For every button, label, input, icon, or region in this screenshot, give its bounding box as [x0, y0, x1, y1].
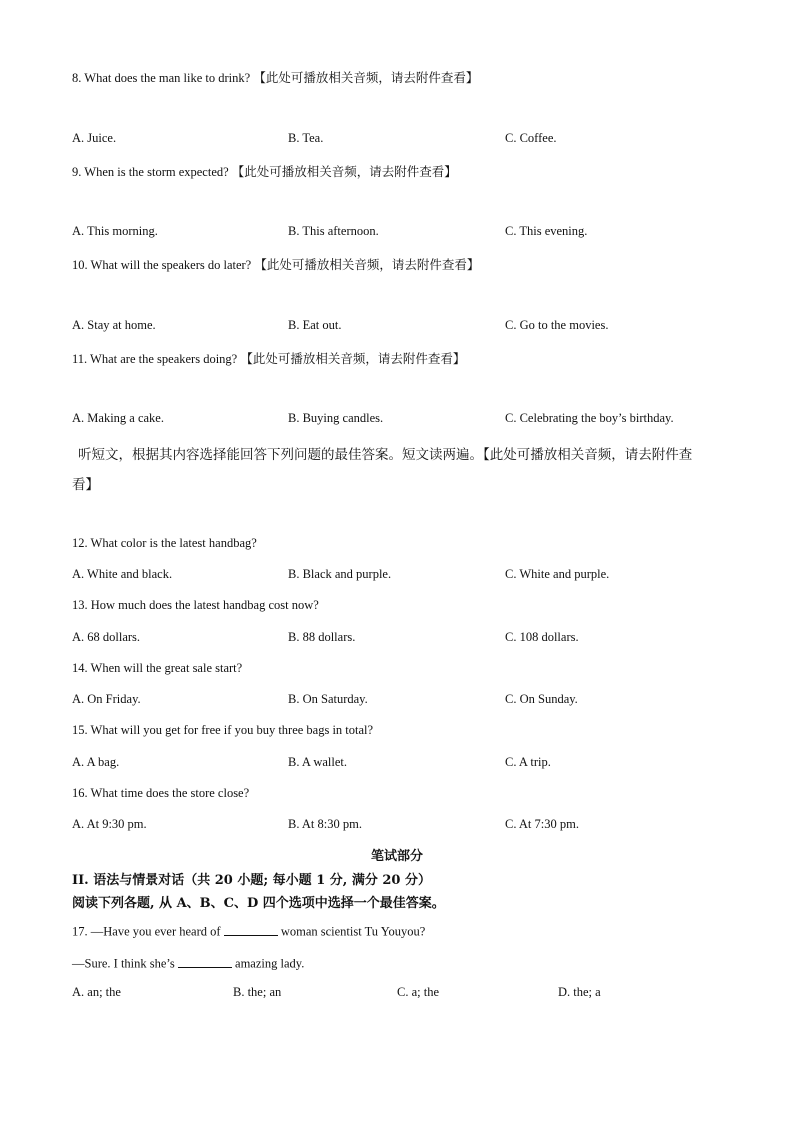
option-c: C. White and purple. — [505, 567, 610, 581]
option-b: B. This afternoon. — [288, 224, 379, 238]
option-c: C. On Sunday. — [505, 692, 578, 706]
option-b: B. At 8:30 pm. — [288, 817, 362, 831]
section-directions: 阅读下列各题, 从 A、B、C、D 四个选项中选择一个最佳答案。 — [72, 896, 445, 911]
question-9 — [72, 162, 457, 180]
option-b: B. Black and purple. — [288, 567, 392, 581]
option-b: B. Tea. — [288, 131, 324, 145]
option-c: C. a; the — [397, 985, 440, 999]
reply-text: amazing lady. — [235, 956, 305, 971]
reply-text: —Sure. I think she’s — [72, 956, 175, 971]
option-d: D. the; a — [558, 985, 601, 999]
question-14: 14. When will the great sale start? — [72, 661, 243, 675]
option-a: A. Juice. — [72, 131, 117, 145]
question-11 — [72, 349, 465, 367]
written-section-title: 笔试部分 — [370, 849, 423, 864]
answer-blank — [224, 922, 278, 936]
option-a: A. A bag. — [72, 755, 120, 769]
audio-note: 【此处可播放相关音频，请去附件查看】 — [254, 257, 480, 272]
question-12: 12. What color is the latest handbag? — [72, 536, 257, 550]
option-b: B. Eat out. — [288, 318, 342, 332]
option-a: A. Stay at home. — [72, 318, 156, 332]
question-16: 16. What time does the store close? — [72, 786, 250, 800]
option-a: A. At 9:30 pm. — [72, 817, 147, 831]
question-15: 15. What will you get for free if you buy three bags in total? — [72, 723, 374, 737]
option-c: C. At 7:30 pm. — [505, 817, 579, 831]
question-13: 13. How much does the latest handbag cost now? — [72, 598, 319, 612]
question-text: 10. What will the speakers do later? — [72, 258, 252, 272]
option-b: B. the; an — [233, 985, 282, 999]
option-c: C. 108 dollars. — [505, 630, 579, 644]
option-c: C. A trip. — [505, 755, 551, 769]
instruction-line-1: 听短文，根据其内容选择能回答下列问题的最佳答案。短文读两遍。【此处可播放相关音频，请去附件查 — [78, 447, 693, 463]
option-a: A. 68 dollars. — [72, 630, 141, 644]
question-8 — [72, 68, 478, 86]
section-heading: II. 语法与情景对话（共 20 小题; 每小题 1 分, 满分 20 分） — [72, 873, 431, 888]
option-b: B. Buying candles. — [288, 411, 384, 425]
instruction-line-2: 看】 — [72, 477, 99, 493]
option-c: C. Go to the movies. — [505, 318, 609, 332]
question-text: woman scientist Tu Youyou? — [280, 924, 426, 939]
question-text: 9. When is the storm expected? — [72, 165, 229, 179]
audio-note: 【此处可播放相关音频，请去附件查看】 — [231, 164, 457, 179]
option-b: B. A wallet. — [288, 755, 348, 769]
option-b: B. On Saturday. — [288, 692, 368, 706]
audio-note: 【此处可播放相关音频，请去附件查看】 — [253, 70, 479, 85]
question-text: 11. What are the speakers doing? — [72, 352, 238, 366]
question-text: 17. —Have you ever heard of — [72, 924, 221, 939]
option-c: C. This evening. — [505, 224, 588, 238]
option-b: B. 88 dollars. — [288, 630, 356, 644]
option-a: A. Making a cake. — [72, 411, 164, 425]
option-a: A. On Friday. — [72, 692, 141, 706]
question-17 — [72, 922, 425, 940]
option-a: A. an; the — [72, 985, 121, 999]
question-text: 8. What does the man like to drink? — [72, 71, 251, 85]
question-10 — [72, 255, 479, 273]
option-c: C. Coffee. — [505, 131, 557, 145]
option-a: A. This morning. — [72, 224, 158, 238]
question-17-reply — [72, 954, 304, 972]
option-a: A. White and black. — [72, 567, 173, 581]
audio-note: 【此处可播放相关音频，请去附件查看】 — [240, 351, 466, 366]
answer-blank — [178, 954, 232, 968]
option-c: C. Celebrating the boy’s birthday. — [505, 411, 674, 425]
